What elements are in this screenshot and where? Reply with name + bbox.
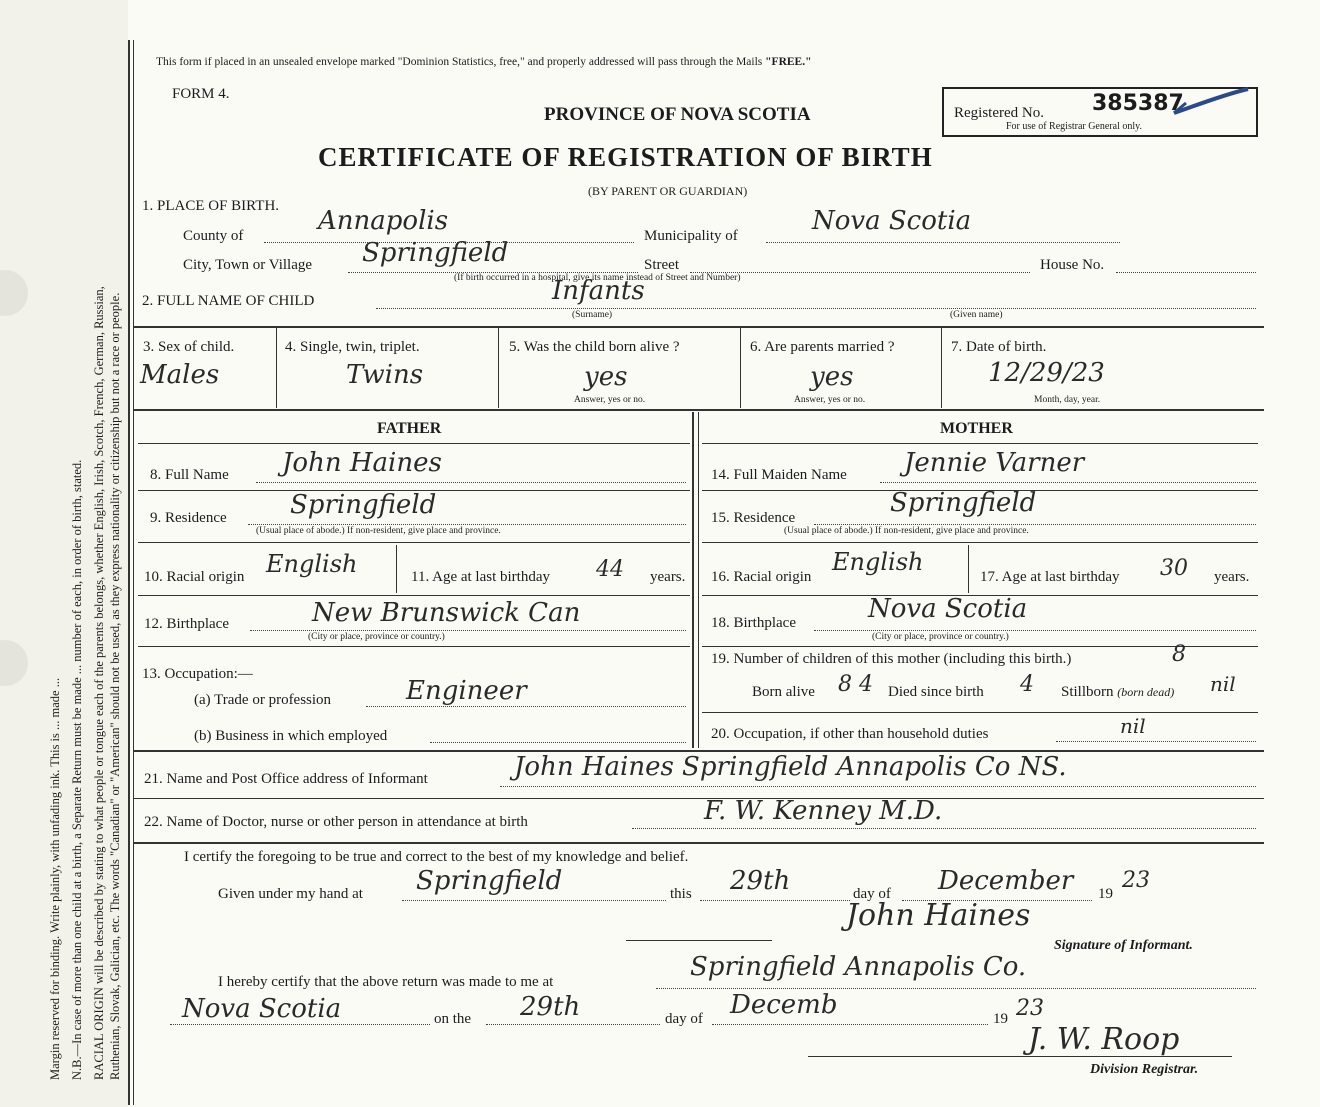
- given-place-value: Springfield: [416, 866, 563, 896]
- mother-age-value: 30: [1160, 556, 1188, 581]
- margin-border-inner: [133, 40, 134, 1105]
- punch-hole: [0, 270, 28, 316]
- given-name-note: (Given name): [950, 310, 1003, 320]
- father-trade-label: (a) Trade or profession: [194, 692, 332, 708]
- registrar-signature-label: Division Registrar.: [1090, 1062, 1199, 1077]
- father-business-label: (b) Business in which employed: [194, 728, 388, 744]
- father-birthplace-value: New Brunswick Can: [312, 598, 581, 628]
- margin-note-binding: Margin reserved for binding. Write plainly, with unfading ink. This is ... made ...: [48, 677, 62, 1080]
- mother-children-value: 8: [1172, 642, 1186, 667]
- mother-birthplace-note: (City or place, province or country.): [872, 632, 1009, 642]
- mother-children-label: 19. Number of children of this mother (including this birth.): [711, 651, 1072, 667]
- place-of-birth-label: 1. PLACE OF BIRTH.: [142, 198, 280, 214]
- plurality-label: 4. Single, twin, triplet.: [285, 339, 420, 355]
- father-heading: FATHER: [377, 420, 442, 437]
- registrar-statement: I hereby certify that the above return was made to me at: [218, 974, 554, 990]
- father-name-value: John Haines: [282, 448, 442, 478]
- date-of-birth-label: 7. Date of birth.: [951, 339, 1047, 355]
- father-birthplace-note: (City or place, province or country.): [308, 632, 445, 642]
- born-alive-count-label: Born alive: [752, 684, 815, 700]
- mother-residence-value: Springfield: [890, 488, 1037, 518]
- county-value: Annapolis: [318, 206, 449, 236]
- registrar-year-prefix: 19: [993, 1011, 1008, 1027]
- mother-occupation-label: 20. Occupation, if other than household duties: [711, 726, 989, 742]
- date-of-birth-value: 12/29/23: [988, 358, 1105, 388]
- registrar-place-value: Springfield Annapolis Co.: [690, 952, 1027, 982]
- street-label: Street: [644, 257, 679, 273]
- father-residence-value: Springfield: [290, 490, 437, 520]
- mother-birthplace-label: 18. Birthplace: [711, 615, 796, 631]
- binding-margin: [0, 0, 128, 1107]
- given-year-value: 23: [1122, 868, 1150, 893]
- informant-value: John Haines Springfield Annapolis Co NS.: [514, 752, 1067, 782]
- registrar-signature: J. W. Roop: [1028, 1022, 1180, 1057]
- registrar-day-value: 29th: [520, 992, 581, 1022]
- married-label: 6. Are parents married ?: [750, 339, 895, 355]
- given-month-value: December: [938, 866, 1074, 896]
- form-number: FORM 4.: [172, 86, 230, 102]
- date-of-birth-note: Month, day, year.: [1034, 395, 1101, 405]
- mother-name-label: 14. Full Maiden Name: [711, 467, 847, 483]
- born-alive-value: yes: [584, 362, 628, 392]
- registrar-on-label: on the: [434, 1011, 472, 1027]
- municipality-label: Municipality of: [644, 228, 738, 244]
- postal-note: This form if placed in an unsealed envelope marked "Dominion Statistics, free," and properly addressed will pass through the Mails "FREE.": [156, 56, 812, 68]
- mother-name-value: Jennie Varner: [904, 448, 1085, 478]
- born-alive-note: Answer, yes or no.: [574, 395, 646, 405]
- father-birthplace-label: 12. Birthplace: [144, 616, 229, 632]
- father-racial-label: 10. Racial origin: [144, 569, 245, 585]
- province-heading: PROVINCE OF NOVA SCOTIA: [544, 104, 811, 125]
- sex-value: Males: [140, 360, 220, 390]
- registrar-month-value: Decemb: [730, 990, 838, 1020]
- stillborn-value: nil: [1210, 672, 1236, 696]
- father-trade-value: Engineer: [406, 676, 527, 706]
- father-age-label: 11. Age at last birthday: [411, 569, 550, 585]
- born-alive-label: 5. Was the child born alive ?: [509, 339, 680, 355]
- informant-label: 21. Name and Post Office address of Informant: [144, 771, 428, 787]
- father-residence-label: 9. Residence: [150, 510, 227, 526]
- margin-border: [128, 40, 130, 1105]
- city-value: Springfield: [362, 238, 509, 268]
- given-year-prefix: 19: [1098, 886, 1113, 902]
- this-label: this: [670, 886, 692, 902]
- punch-hole: [0, 640, 28, 686]
- county-label: County of: [183, 228, 244, 244]
- sex-label: 3. Sex of child.: [143, 339, 235, 355]
- child-surname-value: Infants: [552, 276, 645, 306]
- mother-age-label: 17. Age at last birthday: [980, 569, 1120, 585]
- given-day-label: day of: [853, 886, 891, 902]
- father-name-label: 8. Full Name: [150, 467, 229, 483]
- registrar-year-value: 23: [1016, 996, 1044, 1021]
- municipality-value: Nova Scotia: [812, 206, 972, 236]
- mother-racial-value: English: [832, 548, 924, 576]
- certificate-subtitle: (BY PARENT OR GUARDIAN): [588, 184, 748, 198]
- married-note: Answer, yes or no.: [794, 395, 866, 405]
- margin-note-racial-2: Ruthenian, Slovak, Galician, etc. The words "Canadian" or "American" should not be used, as they express nationality or citizenship but not a race or people.: [108, 292, 122, 1080]
- informant-signature: John Haines: [846, 898, 1031, 933]
- registered-box: [942, 87, 1258, 137]
- registered-label: Registered No.: [954, 105, 1044, 121]
- doctor-value: F. W. Kenney M.D.: [704, 796, 943, 826]
- died-label: Died since birth: [888, 684, 984, 700]
- registrar-day-label: day of: [665, 1011, 703, 1027]
- city-label: City, Town or Village: [183, 257, 313, 273]
- father-residence-note: (Usual place of abode.) If non-resident, give place and province.: [256, 526, 501, 536]
- mother-heading: MOTHER: [940, 420, 1013, 437]
- given-label: Given under my hand at: [218, 886, 363, 902]
- informant-signature-label: Signature of Informant.: [1054, 938, 1193, 953]
- certify-statement: I certify the foregoing to be true and correct to the best of my knowledge and belief.: [184, 849, 689, 865]
- plurality-value: Twins: [346, 360, 424, 390]
- certificate-title: CERTIFICATE OF REGISTRATION OF BIRTH: [318, 142, 933, 172]
- registrar-place-value-2: Nova Scotia: [182, 994, 342, 1024]
- mother-racial-label: 16. Racial origin: [711, 569, 812, 585]
- mother-occupation-value: nil: [1120, 714, 1146, 738]
- father-racial-value: English: [266, 550, 358, 578]
- check-mark-icon: [1172, 85, 1252, 121]
- died-value: 4: [1020, 672, 1034, 697]
- stillborn-label: Stillborn (born dead): [1061, 684, 1175, 700]
- mother-residence-label: 15. Residence: [711, 510, 796, 526]
- mother-age-unit: years.: [1214, 569, 1250, 585]
- hospital-note: (If birth occurred in a hospital, give its name instead of Street and Number): [454, 273, 741, 283]
- father-occupation-label: 13. Occupation:—: [142, 666, 253, 682]
- child-name-label: 2. FULL NAME OF CHILD: [142, 293, 315, 309]
- registrar-note: For use of Registrar General only.: [1006, 121, 1142, 132]
- mother-residence-note: (Usual place of abode.) If non-resident, give place and province.: [784, 526, 1029, 536]
- surname-note: (Surname): [572, 310, 613, 320]
- given-day-value: 29th: [730, 866, 791, 896]
- born-alive-count-value: 8 4: [838, 672, 873, 697]
- registered-number: 385387: [1092, 91, 1184, 116]
- father-age-value: 44: [596, 557, 624, 582]
- doctor-label: 22. Name of Doctor, nurse or other person in attendance at birth: [144, 814, 528, 830]
- margin-note-nb: N.B.—In case of more than one child at a birth, a Separate Return must be made ... number of each, in order of birth, stated.: [70, 459, 84, 1080]
- mother-birthplace-value: Nova Scotia: [868, 594, 1028, 624]
- father-age-unit: years.: [650, 569, 686, 585]
- married-value: yes: [810, 362, 854, 392]
- margin-note-racial-1: RACIAL ORIGIN will be described by stating to what people or tongue each of the parents belongs, whether English, Irish, Scotch, French, German, Russian,: [92, 286, 106, 1080]
- house-number-label: House No.: [1040, 257, 1105, 273]
